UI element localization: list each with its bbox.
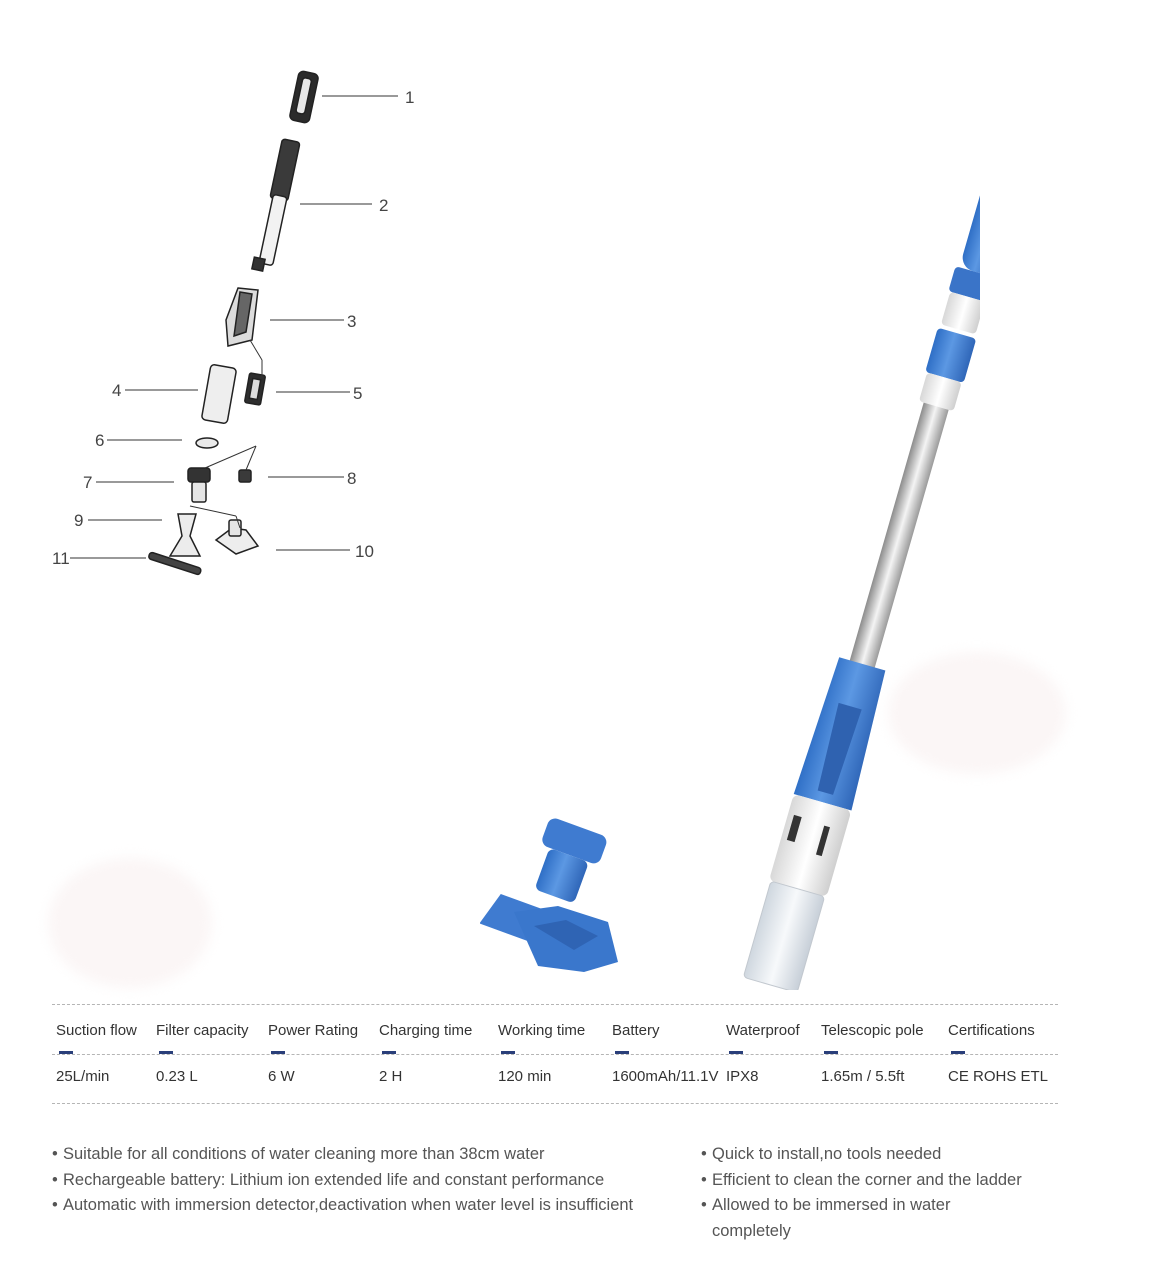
spec-header: Filter capacity — [156, 1022, 249, 1039]
spec-marker — [159, 1051, 173, 1054]
feature-item: • Suitable for all conditions of water cleaning more than 38cm water — [52, 1142, 692, 1168]
part-number-5: 5 — [353, 384, 363, 403]
feature-item: • Efficient to clean the corner and the ladder — [701, 1168, 1101, 1194]
spec-value: 2 H — [379, 1068, 403, 1085]
part-number-4: 4 — [112, 381, 122, 400]
spec-value: 120 min — [498, 1068, 552, 1085]
spec-marker — [951, 1051, 965, 1054]
part-number-8: 8 — [347, 469, 357, 488]
spec-value: CE ROHS ETL — [948, 1068, 1049, 1085]
spec-marker — [59, 1051, 73, 1054]
part-number-6: 6 — [95, 431, 105, 450]
spec-value: 1600mAh/11.1V — [612, 1068, 719, 1085]
spec-marker — [824, 1051, 838, 1054]
spec-header: Working time — [498, 1022, 586, 1039]
part-number-2: 2 — [379, 196, 389, 215]
pool-vacuum-product-image — [480, 80, 980, 990]
spec-value: 0.23 L — [156, 1068, 198, 1085]
spec-header: Telescopic pole — [821, 1022, 924, 1039]
feature-item: • Automatic with immersion detector,deactivation when water level is insufficient — [52, 1193, 653, 1219]
part-number-11: 11 — [52, 549, 70, 568]
spec-value: 1.65m / 5.5ft — [821, 1068, 905, 1085]
spec-header: Certifications — [948, 1022, 1035, 1039]
spec-table-top-rule — [52, 1004, 1058, 1005]
spec-header: Suction flow — [56, 1022, 137, 1039]
spec-marker — [382, 1051, 396, 1054]
spec-table-middle-rule — [52, 1054, 1058, 1055]
feature-list-left — [52, 1142, 692, 1219]
part-number-7: 7 — [83, 473, 93, 492]
part-number-1: 1 — [405, 88, 415, 107]
spec-marker — [615, 1051, 629, 1054]
part-number-10: 10 — [355, 542, 374, 561]
part-number-9: 9 — [74, 511, 84, 530]
feature-item: • Rechargeable battery: Lithium ion extended life and constant performance — [52, 1168, 692, 1194]
spec-marker — [271, 1051, 285, 1054]
feature-item: • Quick to install,no tools needed — [701, 1142, 1101, 1168]
exploded-parts-diagram — [0, 0, 480, 620]
spec-marker — [729, 1051, 743, 1054]
part-number-3: 3 — [347, 312, 357, 331]
spec-table-bottom-rule — [52, 1103, 1058, 1104]
feature-list-right — [701, 1142, 1101, 1244]
spec-value: 25L/min — [56, 1068, 110, 1085]
spec-value: IPX8 — [726, 1068, 759, 1085]
spec-header: Power Rating — [268, 1022, 359, 1039]
spec-header: Battery — [612, 1022, 660, 1039]
spec-header: Waterproof — [726, 1022, 800, 1039]
spec-table — [52, 1004, 1058, 1104]
watermark-blob — [48, 858, 212, 988]
spec-value: 6 W — [268, 1068, 295, 1085]
feature-item: • Allowed to be immersed in water completely — [701, 1193, 1012, 1244]
spec-marker — [501, 1051, 515, 1054]
spec-header: Charging time — [379, 1022, 473, 1039]
pool-vacuum-illustration — [480, 80, 980, 990]
